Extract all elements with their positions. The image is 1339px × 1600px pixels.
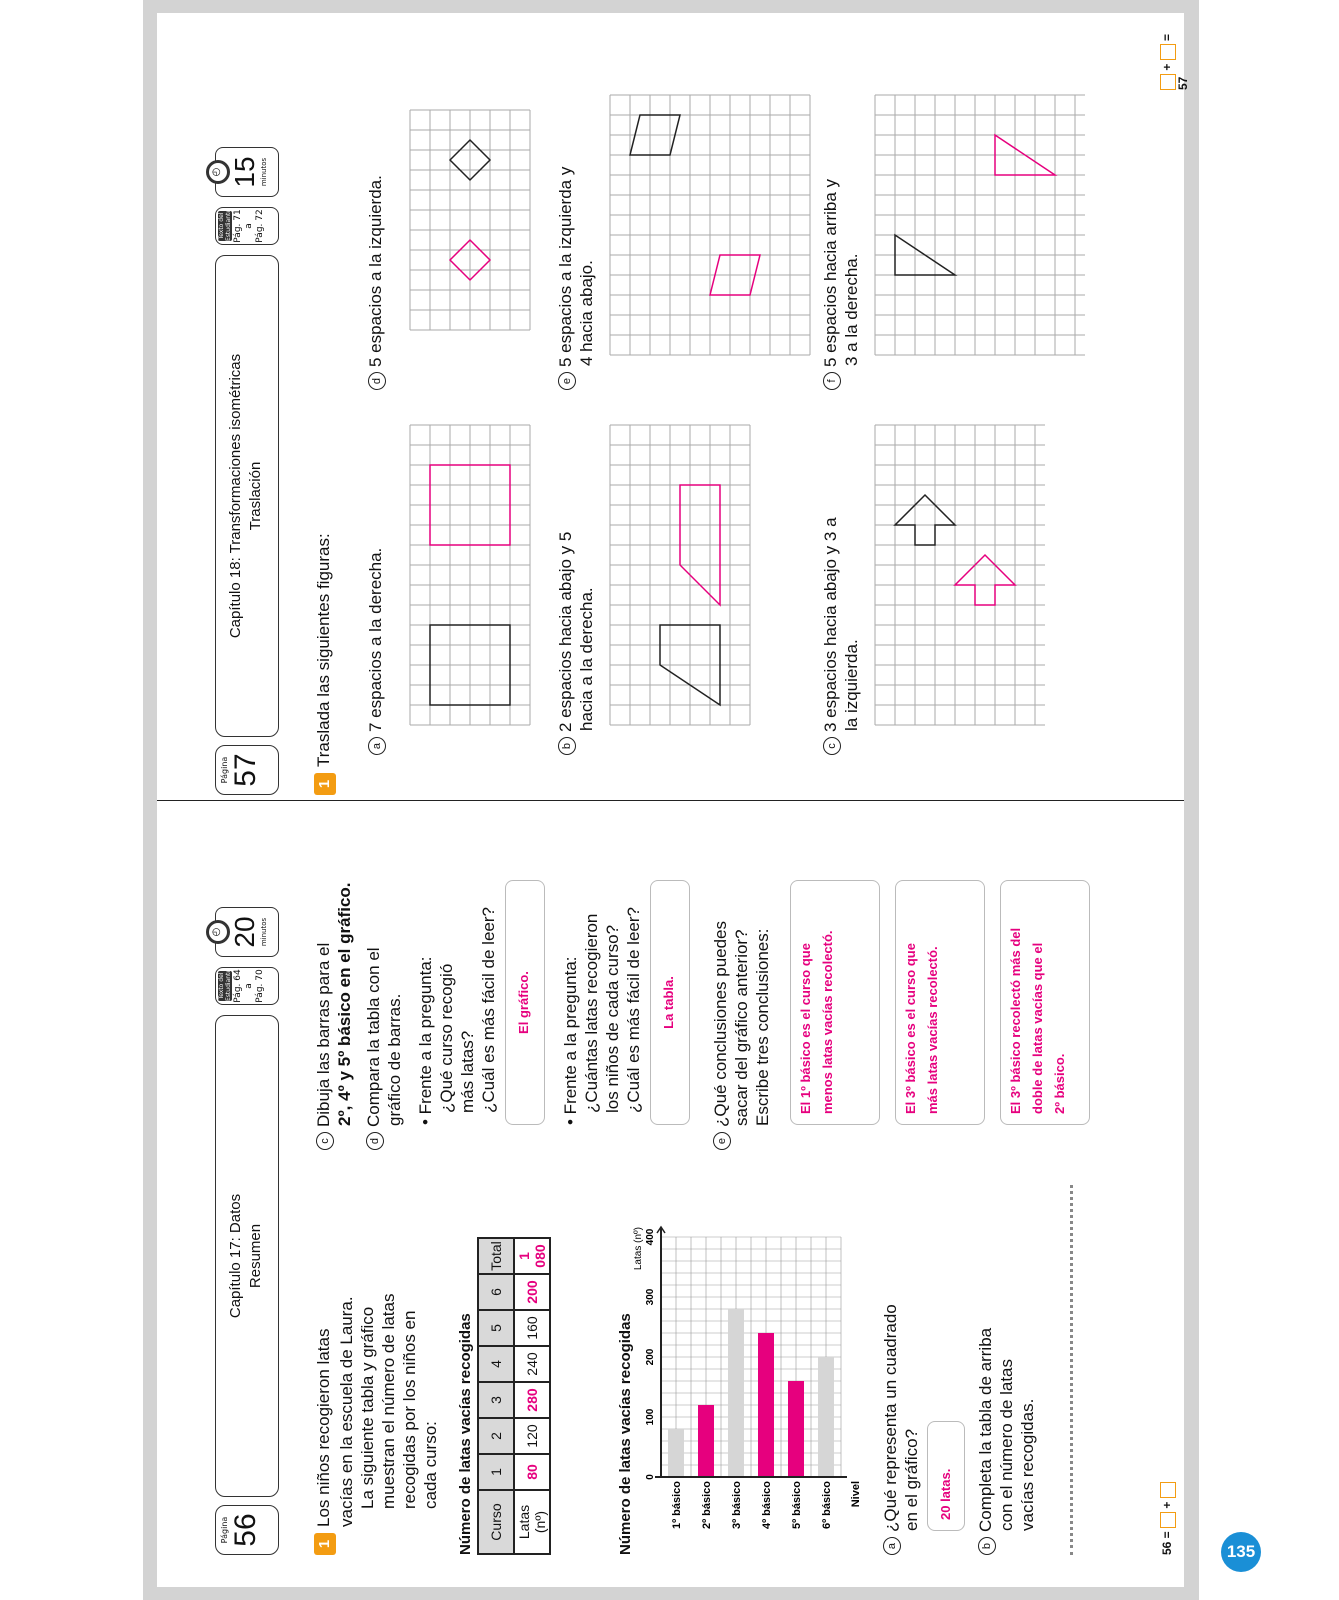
grid-c bbox=[875, 425, 1045, 725]
minutes-box bbox=[211, 147, 279, 197]
bar bbox=[668, 1429, 684, 1477]
item-label: e bbox=[713, 1132, 731, 1150]
question-text: sacar del gráfico anterior? bbox=[732, 929, 751, 1126]
question-text: Frente a la pregunta: bbox=[561, 956, 580, 1115]
question-text: ¿Cuál es más fácil de leer? bbox=[479, 907, 498, 1113]
chapter-title: Capítulo 18: Transformaciones isométricas bbox=[227, 353, 244, 639]
intro-line: La siguiente tabla y gráfico bbox=[357, 1306, 377, 1509]
axis-label-x: Latas (nº) bbox=[633, 1227, 644, 1271]
text-pages-box bbox=[215, 207, 279, 245]
question-text: Compara la tabla con el bbox=[364, 947, 383, 1127]
table-cell: 1 080 bbox=[514, 1238, 550, 1274]
answer-d2: La tabla. bbox=[650, 880, 690, 1125]
answer-d1: El gráfico. bbox=[505, 880, 545, 1125]
table-header: 6 bbox=[478, 1274, 514, 1310]
data-table bbox=[477, 1237, 551, 1555]
footer-left: 56 = + bbox=[1160, 1482, 1176, 1555]
question-text: ¿Cuántas latas recogieron bbox=[582, 913, 601, 1113]
bar bbox=[788, 1381, 804, 1477]
bar bbox=[698, 1405, 714, 1477]
minutes-box bbox=[211, 907, 279, 957]
page-label: Página bbox=[220, 1516, 229, 1544]
chapter-title-box bbox=[215, 255, 279, 737]
tick-label: 300 bbox=[645, 1288, 656, 1306]
bar bbox=[728, 1309, 744, 1477]
category-label: 2º básico bbox=[701, 1481, 713, 1530]
conclusion-text: El 3º básico recolectó más del bbox=[1008, 927, 1023, 1114]
conclusion-text: doble de latas vacías que el bbox=[1030, 942, 1045, 1114]
item-e bbox=[555, 167, 597, 390]
bar bbox=[818, 1357, 834, 1477]
page-label: Página bbox=[220, 756, 229, 784]
grid-f bbox=[875, 95, 1085, 355]
item-label: f bbox=[823, 372, 841, 390]
left-header bbox=[211, 785, 285, 1555]
conclusion-text: más latas vacías recolectó. bbox=[925, 946, 940, 1114]
footer-right: + = 57 bbox=[1160, 33, 1190, 90]
minutes-value: 20 bbox=[229, 916, 260, 948]
table-title: Número de latas vacías recogidas bbox=[457, 1313, 474, 1555]
tick-label: 200 bbox=[645, 1348, 656, 1366]
text-page-sep: a bbox=[244, 223, 254, 229]
question-b bbox=[975, 1328, 1038, 1555]
question-text: ¿Qué conclusiones puedes bbox=[711, 920, 730, 1127]
item-text: hacia a la derecha. bbox=[577, 587, 596, 731]
tick-label: 0 bbox=[645, 1474, 656, 1480]
item-label: a bbox=[883, 1537, 901, 1555]
question-text: Escribe tres conclusiones: bbox=[753, 928, 772, 1126]
instruction-text: Traslada las siguientes figuras: bbox=[314, 533, 333, 767]
question-d1: • Frente a la pregunta: ¿Qué curso recogió más latas? ¿Cuál es más fácil de leer? bbox=[416, 907, 498, 1125]
item-text: 3 a la derecha. bbox=[842, 253, 861, 366]
grid-b bbox=[610, 425, 750, 725]
conclusion-text: El 3º básico es el curso que bbox=[903, 943, 918, 1114]
item-text: 5 espacios a la izquierda y bbox=[556, 166, 575, 367]
question-text: Completa la tabla de arriba bbox=[976, 1327, 995, 1532]
question-a bbox=[880, 1304, 922, 1555]
minutes-label: minutos bbox=[260, 917, 268, 947]
item-text: 5 espacios a la izquierda. bbox=[366, 175, 385, 367]
table-cell: 80 bbox=[514, 1454, 550, 1490]
footer-text: = 57 bbox=[1160, 33, 1190, 90]
answer-box bbox=[1160, 74, 1176, 90]
clock-icon: ◴ bbox=[206, 920, 230, 944]
intro-line: recogidas por los niños en bbox=[399, 1310, 419, 1509]
question-text: vacías recogidas. bbox=[1018, 1398, 1037, 1531]
question-text: Dibuja las barras para el bbox=[314, 942, 333, 1127]
item-label: d bbox=[368, 372, 386, 390]
question-number: 1 bbox=[314, 1533, 336, 1555]
question-number: 1 bbox=[314, 773, 336, 795]
question-text: ¿Cuál es más fácil de leer? bbox=[624, 907, 643, 1113]
bar bbox=[758, 1333, 774, 1477]
question-text: ¿Qué curso recogió bbox=[437, 963, 456, 1113]
minutes-label: minutos bbox=[260, 157, 268, 187]
table-cell: 120 bbox=[514, 1418, 550, 1454]
conclusion-text: 2º básico. bbox=[1052, 1053, 1067, 1114]
item-d bbox=[365, 175, 386, 390]
conclusion-text: El 1º básico es el curso que bbox=[798, 943, 813, 1114]
item-text: la izquierda. bbox=[842, 639, 861, 731]
question-e bbox=[710, 921, 773, 1150]
item-b bbox=[555, 532, 597, 755]
footer-text: 56 = bbox=[1160, 1531, 1175, 1555]
page-number-box bbox=[215, 1505, 279, 1555]
table-header: 4 bbox=[478, 1346, 514, 1382]
text-page-to: Pág. 70 bbox=[255, 969, 265, 1003]
page-number: 57 bbox=[229, 753, 262, 787]
question-c bbox=[313, 882, 355, 1150]
table-header: Curso bbox=[478, 1490, 514, 1554]
item-label: d bbox=[366, 1132, 384, 1150]
book-icon: Texto del Estudiante bbox=[218, 208, 232, 241]
chapter-title-box bbox=[215, 1015, 279, 1497]
question-text: los niños de cada curso? bbox=[603, 924, 622, 1113]
answer-box bbox=[1160, 1512, 1176, 1528]
item-c bbox=[820, 517, 862, 755]
grid-a bbox=[410, 425, 530, 725]
minutes-value: 15 bbox=[229, 156, 260, 188]
grid-e bbox=[610, 95, 810, 355]
axis-label-y: Nivel bbox=[850, 1481, 862, 1508]
table-header: 2 bbox=[478, 1418, 514, 1454]
text-pages-box bbox=[215, 967, 279, 1005]
category-label: 4º básico bbox=[761, 1481, 773, 1530]
intro-line: Los niños recogieron latas bbox=[314, 1328, 333, 1527]
question-d2: • Frente a la pregunta: ¿Cuántas latas recogieron los niños de cada curso? ¿Cuál es más fácil de leer? bbox=[561, 907, 643, 1125]
category-label: 5º básico bbox=[791, 1481, 803, 1530]
clock-icon: ◴ bbox=[206, 160, 230, 184]
chapter-title: Capítulo 17: Datos bbox=[227, 1193, 244, 1319]
bar-chart bbox=[635, 1215, 875, 1555]
table-cell: 280 bbox=[514, 1382, 550, 1418]
conclusion-2 bbox=[895, 880, 985, 1125]
chapter-subtitle: Resumen bbox=[247, 1223, 264, 1289]
book-icon: Texto del Estudiante bbox=[218, 968, 232, 1001]
item-text: 3 espacios hacia abajo y 3 a bbox=[821, 517, 840, 732]
question-text: 2º, 4º y 5º básico en el gráfico. bbox=[335, 882, 354, 1126]
text-page-sep: a bbox=[244, 983, 254, 989]
question-text: más latas? bbox=[458, 1030, 477, 1113]
item-text: 5 espacios hacia arriba y bbox=[821, 178, 840, 367]
question-text: con el número de latas bbox=[997, 1359, 1016, 1531]
row-label-unit: (nº) bbox=[532, 1510, 548, 1534]
item-label: b bbox=[978, 1537, 996, 1555]
text-page-from: Pág. 64 bbox=[233, 969, 243, 1003]
original-arrow bbox=[895, 495, 955, 545]
item-text: 2 espacios hacia abajo y 5 bbox=[556, 531, 575, 732]
right-page bbox=[211, 25, 1205, 795]
conclusion-1 bbox=[790, 880, 880, 1125]
question-d bbox=[363, 947, 405, 1150]
right-header bbox=[211, 25, 285, 795]
category-label: 6º básico bbox=[821, 1481, 833, 1530]
left-page bbox=[211, 785, 1205, 1555]
question-text: en el gráfico? bbox=[902, 1428, 921, 1531]
intro-text bbox=[313, 1225, 441, 1555]
intro-line: muestran el número de latas bbox=[378, 1293, 398, 1509]
category-label: 1º básico bbox=[671, 1481, 683, 1530]
category-label: 3º básico bbox=[731, 1481, 743, 1530]
row-label-text: Latas bbox=[516, 1504, 532, 1540]
table-header: 3 bbox=[478, 1382, 514, 1418]
page-number-badge: 135 bbox=[1221, 1532, 1261, 1572]
item-label: c bbox=[823, 737, 841, 755]
item-text: 4 hacia abajo. bbox=[577, 260, 596, 366]
table-header: 1 bbox=[478, 1454, 514, 1490]
answer-box bbox=[1160, 1482, 1176, 1498]
translated-arrow bbox=[955, 555, 1015, 605]
answer-box bbox=[1160, 44, 1176, 60]
conclusion-3 bbox=[1000, 880, 1090, 1125]
section-separator bbox=[1070, 1185, 1073, 1555]
item-text: 7 espacios a la derecha. bbox=[366, 547, 385, 732]
chart-title: Número de latas vacías recogidas bbox=[617, 1313, 634, 1555]
item-a bbox=[365, 548, 386, 755]
table-header: Total bbox=[478, 1238, 514, 1274]
tick-label: 100 bbox=[645, 1408, 656, 1426]
instruction bbox=[313, 533, 336, 795]
item-f bbox=[820, 179, 862, 390]
text-page-to: Pág. 72 bbox=[255, 209, 265, 243]
table-header: 5 bbox=[478, 1310, 514, 1346]
item-label: b bbox=[558, 737, 576, 755]
page-number: 56 bbox=[229, 1513, 262, 1547]
tick-label: 400 bbox=[645, 1228, 656, 1246]
item-label: e bbox=[558, 372, 576, 390]
intro-line: vacías en la escuela de Laura. bbox=[336, 1296, 356, 1527]
conclusion-text: menos latas vacías recolectó. bbox=[820, 930, 835, 1114]
table-cell: 240 bbox=[514, 1346, 550, 1382]
intro-line: cada curso: bbox=[420, 1421, 440, 1509]
answer-a: 20 latas. bbox=[927, 1421, 965, 1531]
row-label bbox=[514, 1490, 550, 1554]
table-cell: 200 bbox=[514, 1274, 550, 1310]
table-cell: 160 bbox=[514, 1310, 550, 1346]
chapter-subtitle: Traslación bbox=[247, 461, 264, 531]
question-text: Frente a la pregunta: bbox=[416, 956, 435, 1115]
item-label: c bbox=[316, 1132, 334, 1150]
question-text: ¿Qué representa un cuadrado bbox=[881, 1304, 900, 1532]
grid-d bbox=[410, 110, 530, 330]
item-label: a bbox=[368, 737, 386, 755]
text-page-from: Pág. 71 bbox=[233, 209, 243, 243]
question-text: gráfico de barras. bbox=[385, 993, 404, 1126]
